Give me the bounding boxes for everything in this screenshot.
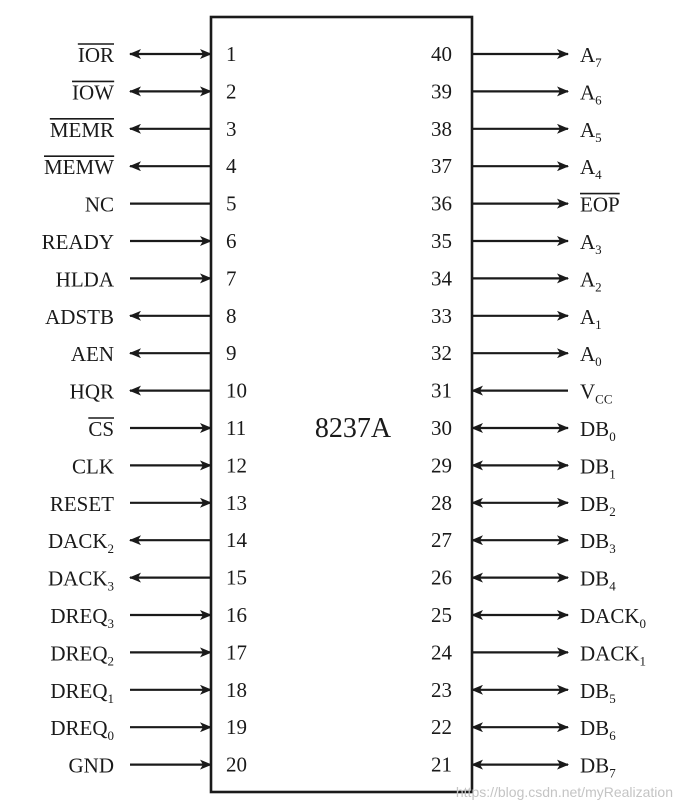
signal-label-a0-32 bbox=[580, 342, 602, 369]
signal-name: A bbox=[580, 80, 596, 105]
signal-name: READY bbox=[41, 230, 114, 254]
signal-subscript: 5 bbox=[595, 129, 602, 145]
signal-subscript: 7 bbox=[595, 55, 602, 70]
signal-name: GND bbox=[68, 753, 114, 778]
signal-name: A bbox=[580, 230, 596, 254]
signal-subscript: 0 bbox=[639, 616, 647, 631]
signal-label-db4-26 bbox=[580, 567, 616, 594]
pin-number: 7 bbox=[226, 266, 237, 291]
pin-number: 5 bbox=[226, 191, 237, 216]
signal-name: CS bbox=[88, 417, 114, 441]
pin-number: 31 bbox=[431, 378, 452, 403]
signal-subscript: 1 bbox=[107, 690, 114, 706]
signal-name: DREQ bbox=[50, 716, 108, 741]
signal-label-clk-12 bbox=[72, 454, 114, 478]
signal-label-dreq0-19 bbox=[50, 716, 114, 743]
signal-subscript: 2 bbox=[595, 279, 602, 295]
signal-name: IOW bbox=[72, 80, 114, 105]
pin-number: 15 bbox=[226, 565, 247, 590]
signal-label-a2-34 bbox=[580, 267, 602, 294]
signal-name: DREQ bbox=[50, 678, 108, 703]
signal-label-hqr-10 bbox=[70, 380, 114, 404]
signal-label-adstb-8 bbox=[45, 305, 114, 329]
signal-label-db1-29 bbox=[580, 454, 616, 481]
signal-label-dreq3-16 bbox=[50, 604, 114, 631]
signal-subscript: 6 bbox=[609, 728, 616, 744]
pin-number: 36 bbox=[431, 191, 452, 216]
pin-number: 39 bbox=[431, 79, 452, 104]
pin-row-7 bbox=[56, 266, 237, 291]
signal-label-dack2-14 bbox=[48, 529, 114, 556]
signal-name: HQR bbox=[69, 379, 114, 404]
signal-subscript: 2 bbox=[107, 541, 114, 557]
signal-label-reset-13 bbox=[50, 492, 114, 516]
signal-subscript: 0 bbox=[107, 728, 114, 744]
signal-name: DREQ bbox=[50, 641, 108, 666]
signal-name: A bbox=[580, 117, 596, 142]
signal-subscript: 5 bbox=[609, 690, 616, 706]
signal-name: ADSTB bbox=[45, 304, 114, 329]
signal-name: IOR bbox=[77, 43, 114, 67]
pin-number: 32 bbox=[431, 341, 452, 366]
signal-subscript: 2 bbox=[609, 503, 616, 519]
signal-subscript: 3 bbox=[107, 616, 114, 631]
signal-label-hlda-7 bbox=[56, 267, 115, 291]
pin-number: 12 bbox=[226, 453, 247, 478]
signal-name: MEMR bbox=[49, 117, 114, 142]
signal-label-iow-2 bbox=[72, 80, 114, 104]
signal-label-dack3-15 bbox=[48, 567, 114, 594]
signal-label-db3-27 bbox=[580, 529, 616, 556]
signal-label-cs-11 bbox=[88, 417, 114, 441]
pin-number: 23 bbox=[431, 677, 452, 702]
signal-name: EOP bbox=[580, 192, 620, 217]
signal-name: HLDA bbox=[55, 267, 114, 292]
pin-number: 27 bbox=[431, 528, 452, 553]
pin-number: 2 bbox=[226, 79, 237, 104]
signal-subscript: 4 bbox=[595, 167, 602, 183]
signal-name: DB bbox=[580, 417, 610, 441]
signal-label-db0-30 bbox=[580, 417, 616, 444]
pin-number: 1 bbox=[226, 42, 237, 66]
signal-label-nc-5 bbox=[85, 193, 114, 217]
pin-row-6 bbox=[42, 229, 237, 254]
signal-subscript: 0 bbox=[609, 429, 616, 444]
signal-name: DB bbox=[580, 753, 610, 778]
signal-label-dack0-25 bbox=[580, 604, 646, 631]
signal-name: DB bbox=[580, 566, 610, 591]
signal-label-a5-38 bbox=[580, 118, 602, 145]
chip-name: 8237A bbox=[314, 413, 392, 444]
pin-number: 20 bbox=[226, 752, 247, 777]
signal-label-a3-35 bbox=[580, 230, 602, 257]
signal-name: DACK bbox=[580, 641, 640, 666]
pin-number: 37 bbox=[431, 154, 452, 179]
signal-label-a7-40 bbox=[580, 43, 602, 70]
signal-label-memw-4 bbox=[44, 155, 114, 179]
signal-label-db5-23 bbox=[580, 679, 616, 706]
signal-label-a4-37 bbox=[580, 155, 602, 182]
signal-name: CLK bbox=[72, 454, 114, 479]
pin-row-8 bbox=[45, 304, 236, 329]
signal-subscript: 3 bbox=[107, 578, 114, 594]
pin-row-3 bbox=[50, 117, 237, 142]
signal-label-a1-33 bbox=[580, 305, 602, 332]
signal-label-db7-21 bbox=[580, 754, 616, 781]
signal-label-gnd-20 bbox=[69, 754, 115, 778]
pin-number: 10 bbox=[226, 378, 247, 403]
signal-name: DB bbox=[580, 716, 610, 741]
pin-number: 22 bbox=[431, 715, 452, 740]
signal-subscript: 1 bbox=[639, 653, 647, 669]
signal-label-db2-28 bbox=[580, 492, 616, 519]
pin-number: 18 bbox=[226, 677, 247, 702]
signal-label-vcc-31 bbox=[580, 380, 613, 407]
signal-label-dreq1-18 bbox=[50, 679, 114, 706]
signal-name: A bbox=[580, 342, 596, 367]
signal-name: DB bbox=[580, 454, 610, 479]
pin-number: 26 bbox=[431, 565, 452, 590]
pin-number: 17 bbox=[226, 640, 247, 665]
pin-number: 28 bbox=[431, 490, 452, 515]
pin-number: 30 bbox=[431, 416, 452, 440]
pin-number: 8 bbox=[226, 303, 237, 328]
signal-label-dreq2-17 bbox=[50, 641, 114, 668]
signal-name: A bbox=[580, 43, 596, 67]
pin-number: 34 bbox=[431, 266, 452, 291]
pin-number: 25 bbox=[431, 603, 452, 627]
watermark: https://blog.csdn.net/myRealization bbox=[455, 784, 673, 800]
signal-name: V bbox=[580, 379, 596, 404]
pin-number: 33 bbox=[431, 303, 452, 328]
signal-subscript: 7 bbox=[609, 765, 616, 781]
pin-number: 9 bbox=[226, 341, 237, 366]
pin-number: 3 bbox=[226, 116, 237, 141]
signal-name: A bbox=[580, 304, 596, 329]
signal-label-dack1-24 bbox=[580, 641, 646, 668]
pin-number: 4 bbox=[226, 154, 237, 179]
signal-name: MEMW bbox=[44, 155, 114, 180]
signal-name: DB bbox=[580, 678, 610, 703]
signal-subscript: 1 bbox=[609, 466, 616, 482]
signal-name: A bbox=[580, 155, 596, 180]
signal-label-db6-22 bbox=[580, 716, 616, 743]
signal-subscript: CC bbox=[595, 391, 613, 407]
signal-label-aen-9 bbox=[71, 342, 114, 366]
signal-name: DB bbox=[580, 491, 610, 516]
signal-label-memr-3 bbox=[50, 118, 114, 142]
pin-row-4 bbox=[44, 154, 237, 179]
signal-subscript: 0 bbox=[595, 354, 602, 370]
pin-number: 29 bbox=[431, 453, 452, 478]
signal-name: DACK bbox=[47, 529, 108, 554]
signal-name: DACK bbox=[580, 604, 640, 628]
signal-subscript: 4 bbox=[609, 578, 616, 594]
signal-name: RESET bbox=[49, 491, 114, 516]
pin-number: 21 bbox=[431, 752, 452, 777]
signal-subscript: 3 bbox=[595, 242, 602, 257]
pin-number: 13 bbox=[226, 490, 247, 515]
signal-subscript: 3 bbox=[609, 541, 616, 557]
signal-subscript: 1 bbox=[595, 316, 602, 332]
signal-name: DREQ bbox=[50, 604, 108, 628]
signal-name: AEN bbox=[70, 342, 114, 367]
signal-label-ready-6 bbox=[42, 230, 114, 254]
signal-subscript: 6 bbox=[595, 92, 602, 108]
signal-label-eop-36 bbox=[580, 193, 620, 217]
pin-number: 40 bbox=[431, 42, 452, 66]
pin-number: 38 bbox=[431, 116, 452, 141]
pin-number: 6 bbox=[226, 229, 237, 253]
signal-name: A bbox=[580, 267, 596, 292]
pin-number: 11 bbox=[226, 416, 247, 440]
signal-name: NC bbox=[84, 192, 114, 217]
signal-name: DACK bbox=[47, 566, 108, 591]
signal-subscript: 2 bbox=[107, 653, 114, 669]
signal-label-ior-1 bbox=[78, 43, 114, 67]
pin-number: 16 bbox=[226, 603, 247, 627]
signal-name: DB bbox=[580, 529, 610, 554]
pin-number: 14 bbox=[226, 528, 247, 553]
pin-number: 19 bbox=[226, 715, 247, 740]
pin-number: 35 bbox=[431, 229, 452, 253]
pin-number: 24 bbox=[431, 640, 452, 665]
signal-label-a6-39 bbox=[580, 80, 602, 107]
